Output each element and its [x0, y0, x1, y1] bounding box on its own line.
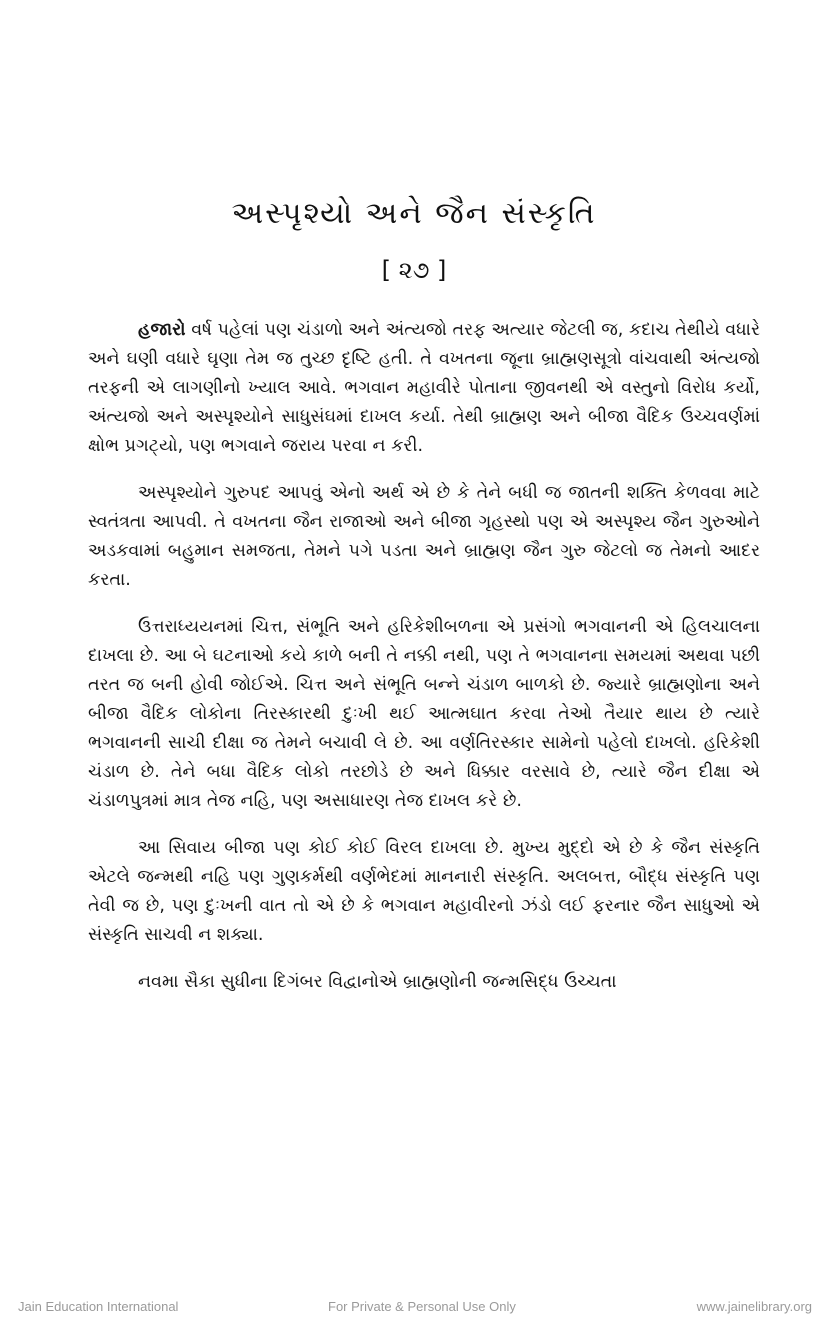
paragraph-2 [88, 479, 760, 595]
paragraph-text: અસ્પૃશ્યોને ગુરુપદ આપવું એનો અર્થ એ છે કે તેને બધી જ જાતની શક્તિ કેળવવા માટે સ્વતંત્રતા આપવી. તે વખતના જૈન રાજાઓ અને બીજા ગૃહસ્થો પણ એ અસ્પૃશ્ય જૈન ગુરુઓને અડકવામાં બહુમાન સમજતા, તેમને પગે પડતા અને બ્રાહ્મણ જૈન ગુરુ જેટલો જ તેમનો આદર કરતા. [88, 483, 760, 590]
paragraph-3 [88, 613, 760, 816]
paragraph-5 [88, 968, 760, 997]
page-body [88, 316, 760, 1015]
footer-usage-notice: For Private & Personal Use Only [328, 1299, 516, 1314]
chapter-title: અસ્પૃશ્યો અને જૈન સંસ્કૃતિ [231, 196, 597, 231]
paragraph-text: વર્ષ પહેલાં પણ ચંડાળો અને અંત્યજો તરફ અત્યાર જેટલી જ, કદાચ તેથીયે વધારે અને ઘણી વધારે ઘૃણા તેમ જ તુચ્છ દૃષ્ટિ હતી. તે વખતના જૂના બ્રાહ્મણસૂત્રો વાંચવાથી અંત્યજો તરફની એ લાગણીનો ખ્યાલ આવે. ભગવાન મહાવીરે પોતાના જીવનથી એ વસ્તુનો વિરોધ કર્યો, અંત્યજો અને અસ્પૃશ્યોને સાધુસંઘમાં દાખલ કર્યા. તેથી બ્રાહ્મણ અને બીજા વૈદિક ઉચ્ચવર્ણમાં ક્ષોભ પ્રગટ્યો, પણ ભગવાને જરાય પરવા ન કરી. [88, 320, 760, 456]
paragraph-text: ઉત્તરાધ્યયનમાં ચિત્ત, સંભૂતિ અને હરિકેશીબળના એ પ્રસંગો ભગવાનની એ હિલચાલના દાખલા છે. આ બે ઘટનાઓ કયે કાળે બની તે નક્કી નથી, પણ તે ભગવાનના સમયમાં અથવા પછી તરત જ બની હોવી જોઈએ. ચિત્ત અને સંભૂતિ બન્ને ચંડાળ બાળકો છે. જ્યારે બ્રાહ્મણોના અને બીજા વૈદિક લોકોના તિરસ્કારથી દુઃખી થઈ આત્મઘાત કરવા તેઓ તૈયાર થાય છે ત્યારે ભગવાનની સાચી દીક્ષા જ તેમને બચાવી લે છે. આ વર્ણતિરસ્કાર સામેનો પહેલો દાખલો. હરિકેશી ચંડાળ છે. તેને બધા વૈદિક લોકો તરછોડે છે અને ધિક્કાર વરસાવે છે, ત્યારે જૈન દીક્ષા એ ચંડાળપુત્રમાં માત્ર તેજ નહિ, પણ અસાધારણ તેજ દાખલ કરે છે. [88, 617, 760, 811]
paragraph-text: નવમા સૈકા સુધીના દિગંબર વિદ્વાનોએ બ્રાહ્મણોની જન્મસિદ્ધ ઉચ્ચતા [138, 972, 617, 992]
paragraph-text: આ સિવાય બીજા પણ કોઈ કોઈ વિરલ દાખલા છે. મુખ્ય મુદ્દો એ છે કે જૈન સંસ્કૃતિ એટલે જન્મથી નહિ પણ ગુણકર્મથી વર્ણભેદમાં માનનારી સંસ્કૃતિ. અલબત્ત, બૌદ્ધ સંસ્કૃતિ પણ તેવી જ છે, પણ દુઃખની વાત તો એ છે કે ભગવાન મહાવીરનો ઝંડો લઈ ફરનાર જૈન સાધુઓ એ સંસ્કૃતિ સાચવી ન શક્યા. [88, 838, 760, 945]
paragraph-lead-word: હજારો [138, 320, 186, 340]
paragraph-1 [88, 316, 760, 461]
chapter-number: [ ૨૭ ] [381, 256, 447, 284]
footer-publisher: Jain Education International [18, 1299, 179, 1314]
footer-website-link[interactable]: www.jainelibrary.org [696, 1299, 812, 1314]
paragraph-4 [88, 834, 760, 950]
page-footer [0, 1299, 828, 1319]
